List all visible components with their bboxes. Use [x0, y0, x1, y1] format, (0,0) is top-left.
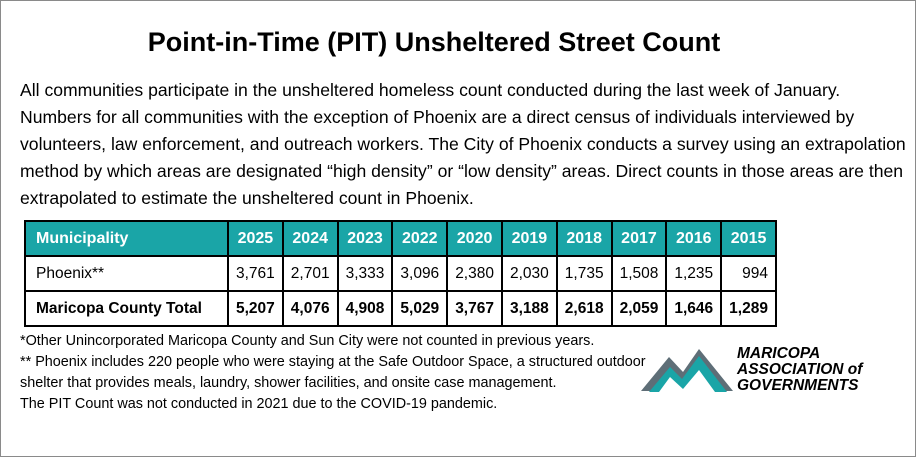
page-title: Point-in-Time (PIT) Unsheltered Street Count	[147, 27, 721, 57]
row-label: Phoenix**	[25, 256, 228, 291]
logo-line-3: GOVERNMENTS	[737, 377, 859, 393]
table-cell: 3,761	[228, 256, 283, 291]
table-cell: 1,735	[557, 256, 612, 291]
table-cell: 4,076	[283, 291, 338, 326]
table-cell: 994	[721, 256, 776, 291]
footnote-safe-outdoor-space: ** Phoenix includes 220 people who were staying at the Safe Outdoor Space, a structured outdoor shelter that provides meals, laundry, shower facilities, and onsite case management.	[20, 354, 646, 391]
column-header-year: 2025	[228, 221, 283, 256]
footnote-covid: The PIT Count was not conducted in 2021 due to the COVID-19 pandemic.	[20, 396, 498, 412]
table-header-row	[25, 221, 776, 256]
table-cell: 1,508	[612, 256, 667, 291]
column-header-year: 2015	[721, 221, 776, 256]
table-cell: 3,188	[502, 291, 557, 326]
table-cell: 5,029	[392, 291, 447, 326]
footnote-unincorporated: *Other Unincorporated Maricopa County and Sun City were not counted in previous years.	[20, 333, 595, 349]
table-row-county-total	[25, 291, 776, 326]
column-header-year: 2017	[612, 221, 667, 256]
column-header-year: 2019	[502, 221, 557, 256]
column-header-year: 2024	[283, 221, 338, 256]
column-header-year: 2018	[557, 221, 612, 256]
table-cell: 2,059	[612, 291, 667, 326]
table-cell: 2,380	[447, 256, 502, 291]
table-cell: 1,235	[666, 256, 721, 291]
table-cell: 2,030	[502, 256, 557, 291]
column-header-year: 2022	[392, 221, 447, 256]
logo-line-2: ASSOCIATION of	[737, 361, 863, 378]
table-cell: 1,289	[721, 291, 776, 326]
row-label: Maricopa County Total	[25, 291, 228, 326]
column-header-year: 2023	[338, 221, 393, 256]
intro-paragraph: All communities participate in the unsheltered homeless count conducted during the last week of January. Numbers for all communities with the exception of Phoenix are a direct census of individuals interviewed by volunteers, law enforcement, and outreach workers. The City of Phoenix conducts a survey using an extrapolation method by which areas are designated “high density” or “low density” areas. Direct counts in those areas are then extrapolated to estimate the unsheltered count in Phoenix.	[20, 80, 906, 208]
column-header-year: 2020	[447, 221, 502, 256]
table-cell: 2,618	[557, 291, 612, 326]
table-cell: 4,908	[338, 291, 393, 326]
table-cell: 5,207	[228, 291, 283, 326]
table-cell: 2,701	[283, 256, 338, 291]
pit-count-table	[24, 220, 777, 327]
table-cell: 3,096	[392, 256, 447, 291]
logo-line-1: MARICOPA	[737, 345, 821, 362]
table-cell: 3,767	[447, 291, 502, 326]
footnotes	[20, 331, 660, 415]
column-header-municipality: Municipality	[25, 221, 228, 256]
column-header-year: 2016	[666, 221, 721, 256]
table-cell: 3,333	[338, 256, 393, 291]
table-cell: 1,646	[666, 291, 721, 326]
mag-logo	[641, 341, 903, 393]
table-row-phoenix	[25, 256, 776, 291]
